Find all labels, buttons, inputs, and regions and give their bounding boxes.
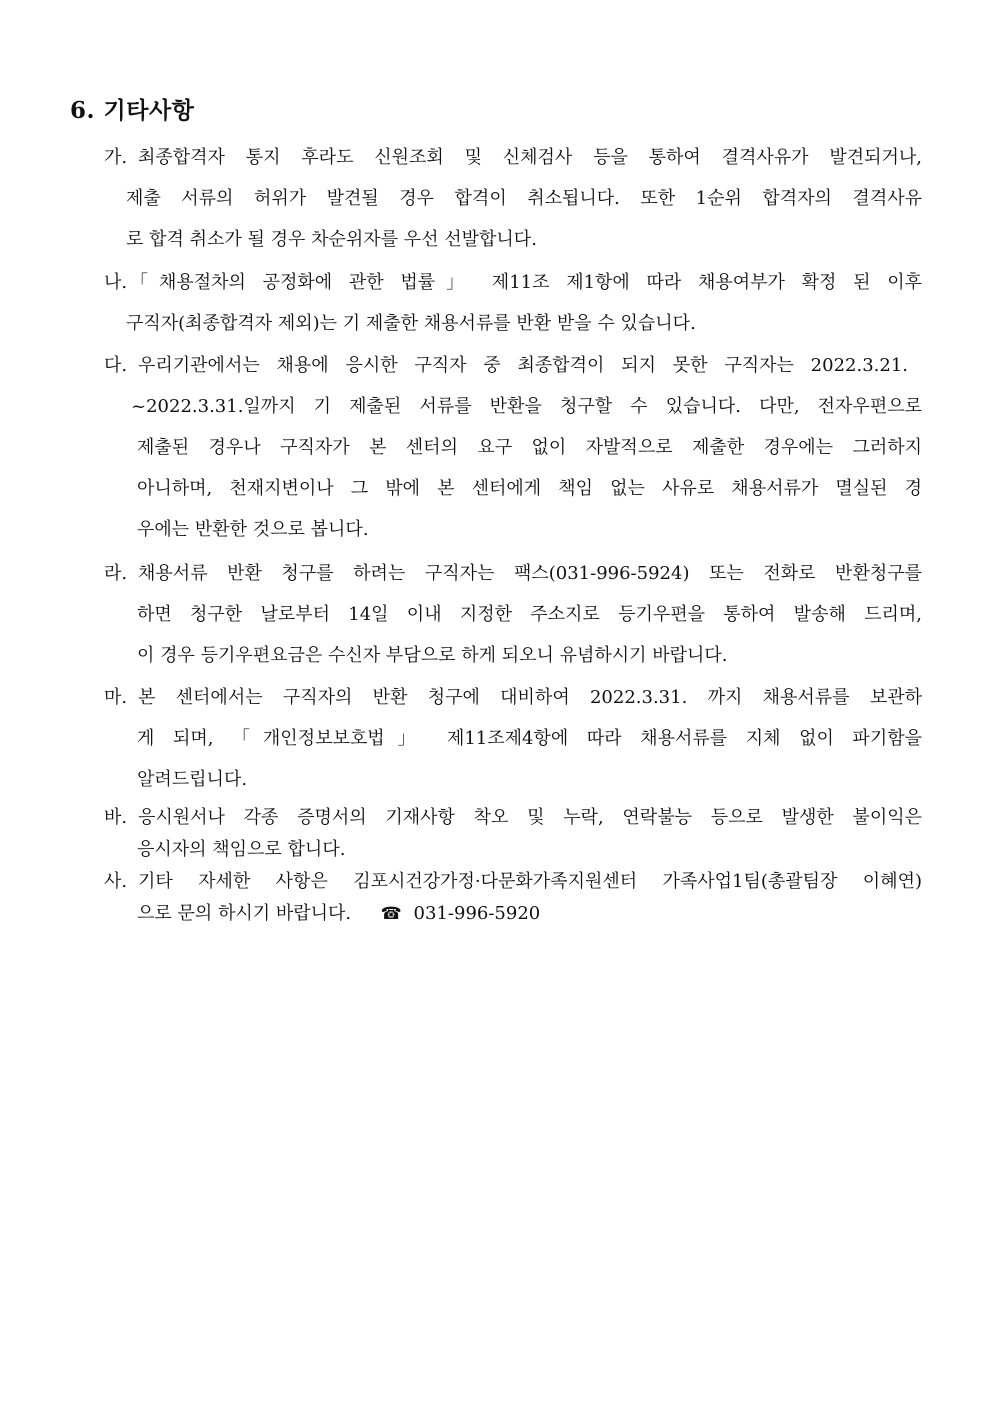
phone-icon: ☎ [380,904,402,924]
item-line: 다. 우리기관에서는 채용에 응시한 구직자 중 최종합격이 되지 못한 구직자는 2022.3.21. [104,345,908,386]
item-marker: 다. [104,355,128,376]
item-line: 가. 최종합격자 통지 후라도 신원조회 및 신체검사 등을 통하여 결격사유가 발견되거나, [104,137,922,178]
list-item-sa [104,866,922,930]
item-line: 으로 문의 하시기 바랍니다. ☎ 031-996-5920 [104,898,922,930]
item-line: 하면 청구한 날로부터 14일 이내 지정한 주소지로 등기우편을 통하여 발송해 드리며, [137,604,922,625]
item-marker: 가. [104,147,128,168]
item-line: 이 경우 등기우편요금은 수신자 부담으로 하게 되오니 유념하시기 바랍니다. [137,645,728,666]
item-line: 아니하며, 천재지변이나 그 밖에 본 센터에게 책임 없는 사유로 채용서류가 멸실된 경 [137,478,922,499]
list-item-ra [104,553,922,676]
list-item-na [104,262,922,344]
item-line: ~2022.3.31.일까지 기 제출된 서류를 반환을 청구할 수 있습니다. 다만, 전자우편으로 [131,396,922,417]
item-line: 구직자(최종합격자 제외)는 기 제출한 채용서류를 반환 받을 수 있습니다. [126,313,696,334]
section-title: 기타사항 [103,97,195,124]
item-line: 게 되며, 「개인정보보호법」 제11조제4항에 따라 채용서류를 지체 없이 파기함을 [137,728,922,749]
item-line: 우에는 반환한 것으로 봅니다. [137,519,369,540]
section-number: 6. [70,97,96,124]
item-line: 응시자의 책임으로 합니다. [137,839,346,860]
item-line: 알려드립니다. [137,769,248,790]
list-item-ga [104,137,922,260]
item-line: 바. 응시원서나 각종 증명서의 기재사항 착오 및 누락, 연락불능 등으로 발생한 불이익은 [104,802,922,834]
list-item-da [104,345,922,550]
item-line: 라. 채용서류 반환 청구를 하려는 구직자는 팩스(031-996-5924) 또는 전화로 반환청구를 [104,553,922,594]
item-marker: 마. [104,687,128,708]
list-item-ba [104,802,922,866]
item-line: 사. 기타 자세한 사항은 김포시건강가정·다문화가족지원센터 가족사업1팀(총괄팀장 이혜연) [104,866,922,898]
item-line: 로 합격 취소가 될 경우 차순위자를 우선 선발합니다. [126,229,537,250]
item-marker: 바. [104,807,128,828]
item-line: 마. 본 센터에서는 구직자의 반환 청구에 대비하여 2022.3.31. 까지 채용서류를 보관하 [104,677,922,718]
list-item-ma [104,677,922,800]
item-line: 제출 서류의 허위가 발견될 경우 합격이 취소됩니다. 또한 1순위 합격자의 결격사유 [126,188,922,209]
item-line: 제출된 경우나 구직자가 본 센터의 요구 없이 자발적으로 제출한 경우에는 그러하지 [137,437,922,458]
item-line: 나. 「채용절차의 공정화에 관한 법률」 제11조 제1항에 따라 채용여부가 확정 된 이후 [104,262,922,303]
section-heading [70,92,194,125]
item-marker: 라. [104,563,128,584]
item-marker: 나. [104,272,128,293]
contact-phone: 031-996-5920 [413,903,541,924]
item-marker: 사. [104,871,128,892]
